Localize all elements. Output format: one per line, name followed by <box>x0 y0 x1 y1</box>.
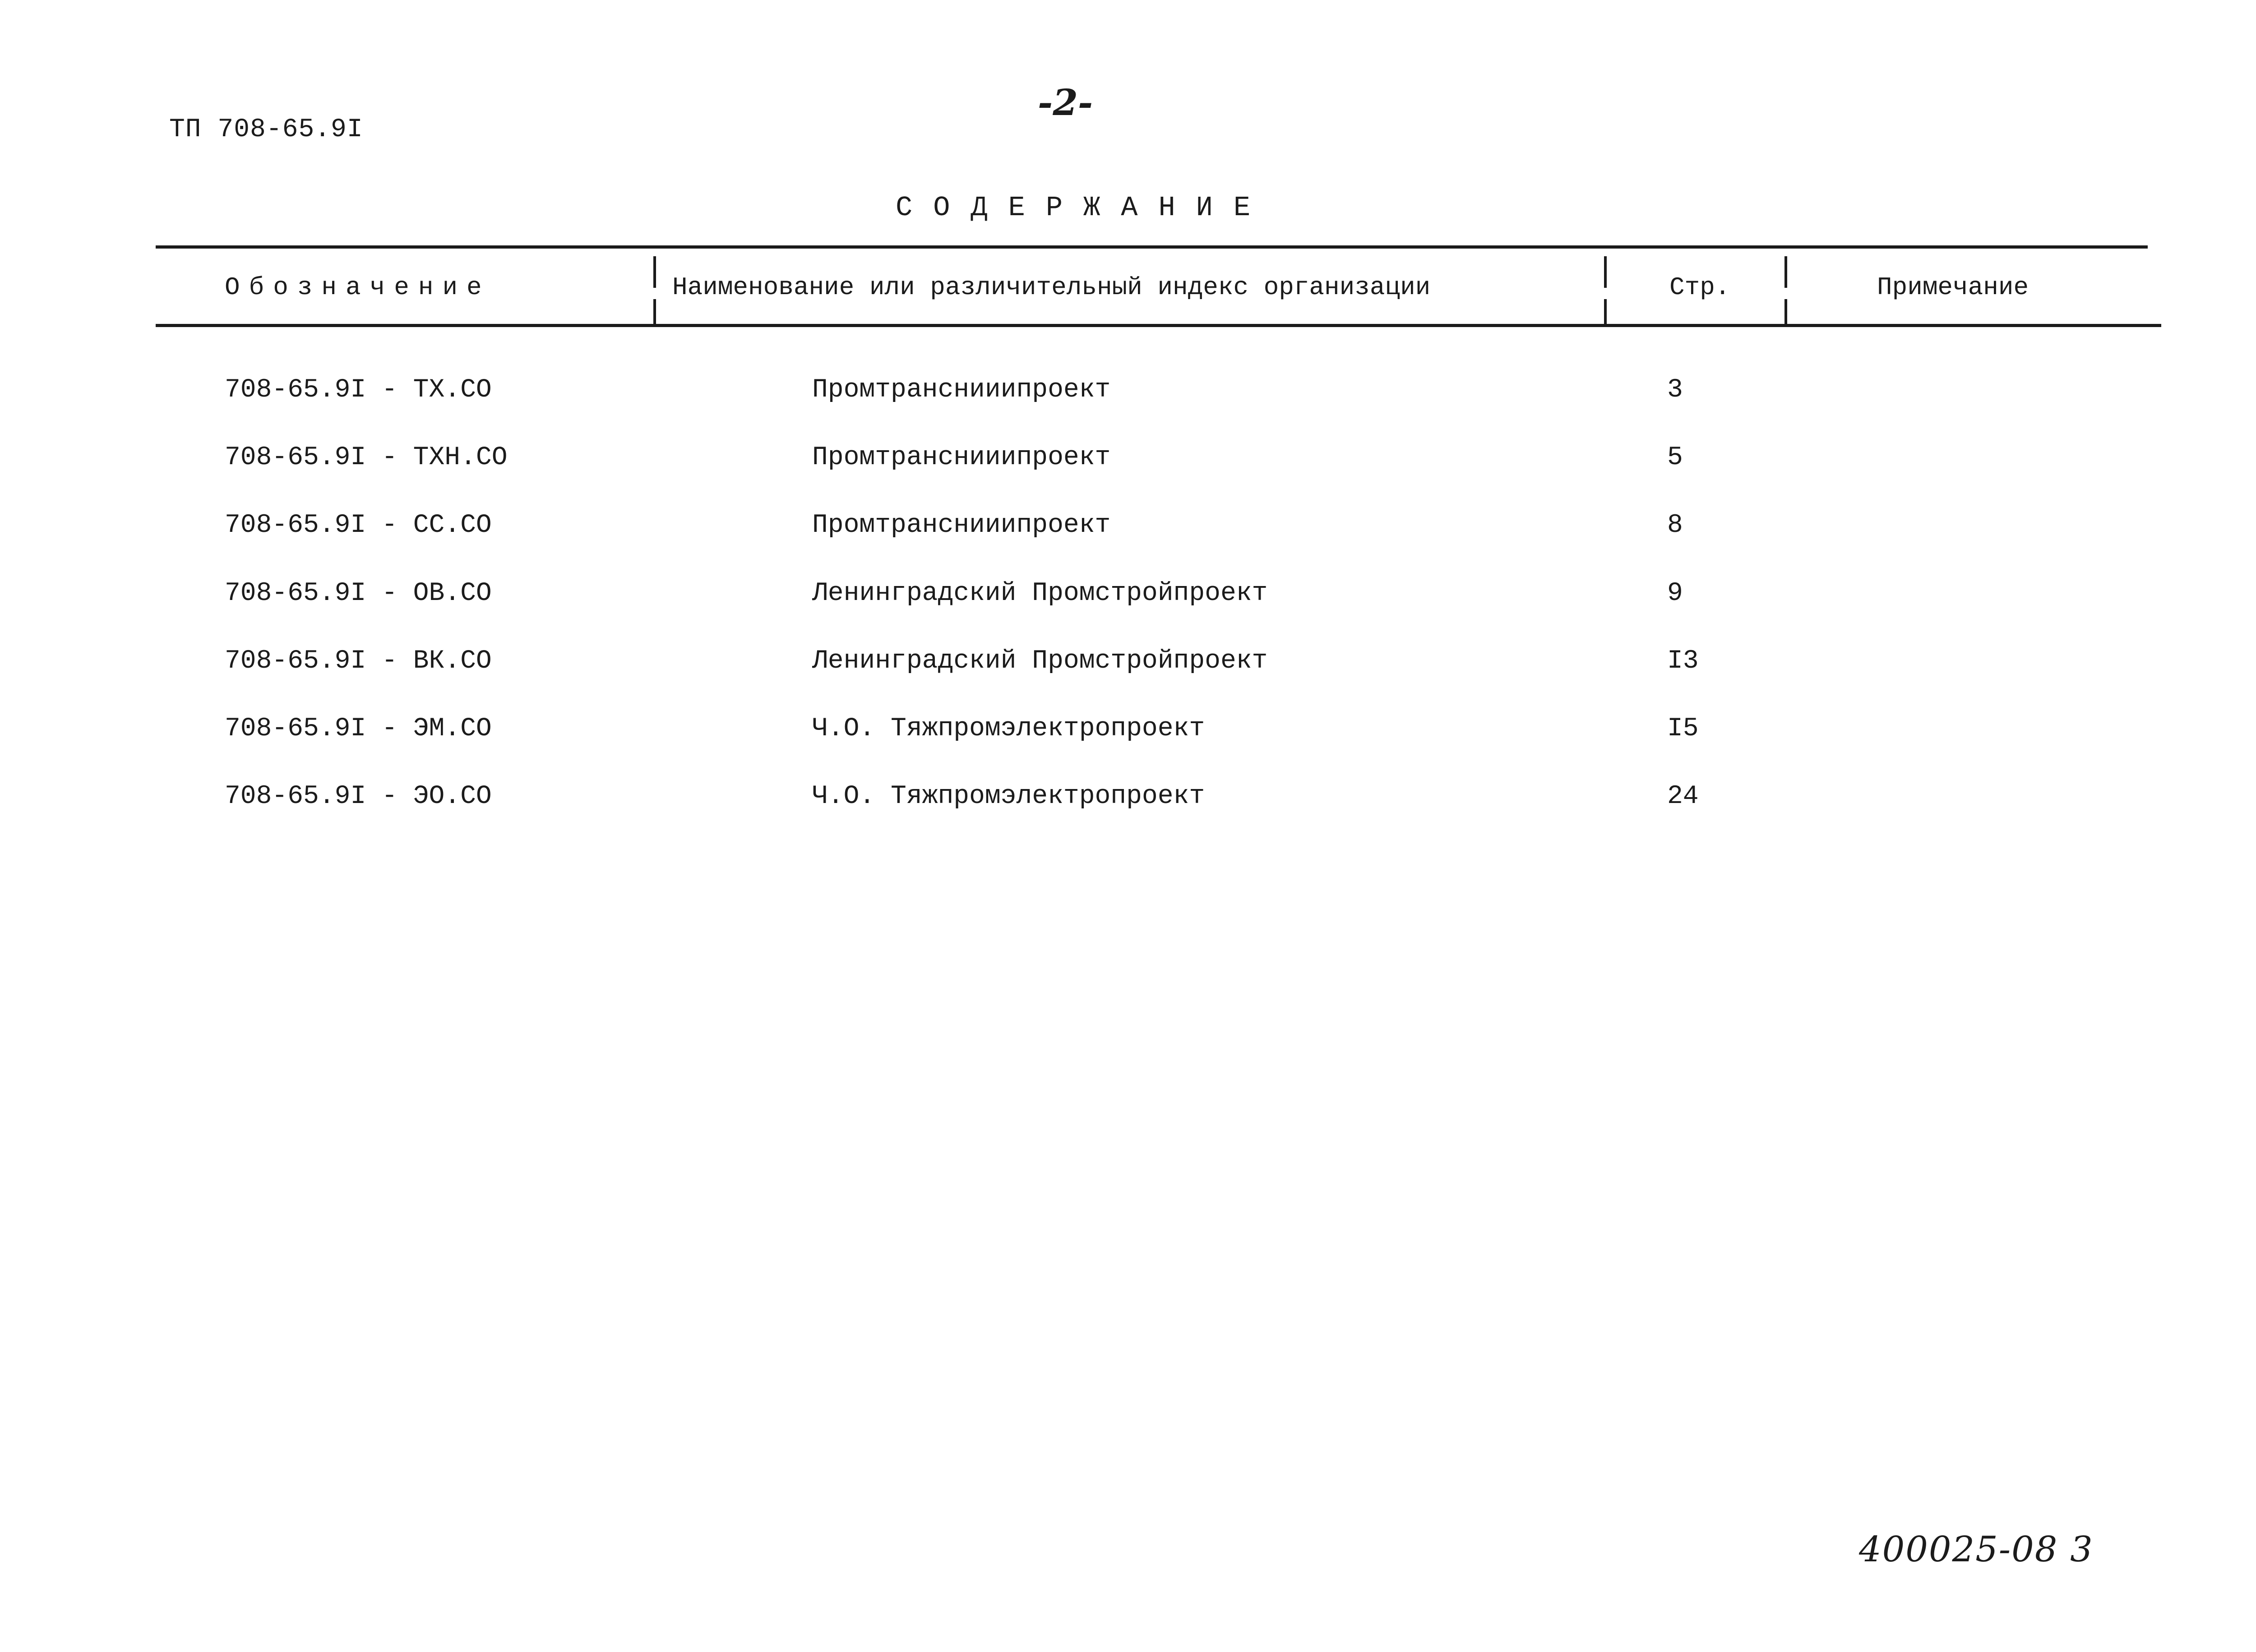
row-designation: 708-65.9I - ЭМ.СО <box>225 714 492 743</box>
row-page: I5 <box>1667 714 1699 743</box>
row-designation: 708-65.9I - ВК.СО <box>225 646 492 676</box>
row-organization: Ч.О. Тяжпромэлектропроект <box>812 782 1205 811</box>
row-page: 5 <box>1667 443 1683 472</box>
column-separator <box>1784 256 1787 324</box>
table-row <box>0 579 2256 637</box>
column-header-designation: Обозначение <box>225 273 491 302</box>
row-organization: Ленинградский Промстройпроект <box>812 579 1268 608</box>
row-page: 24 <box>1667 782 1699 811</box>
row-designation: 708-65.9I - СС.СО <box>225 511 492 540</box>
row-designation: 708-65.9I - ОВ.СО <box>225 579 492 608</box>
row-designation: 708-65.9I - ТХН.СО <box>225 443 508 472</box>
column-header-note: Примечание <box>1877 273 2029 302</box>
row-page: 9 <box>1667 579 1683 608</box>
column-separator <box>1604 256 1607 324</box>
table-row <box>0 782 2256 840</box>
table-header-rule <box>156 324 2161 327</box>
document-code: ТП 708-65.9I <box>169 115 363 144</box>
table-row <box>0 714 2256 773</box>
table-row <box>0 646 2256 705</box>
page-number-mark: -2- <box>1038 81 1093 124</box>
page-title: СОДЕРЖАНИЕ <box>896 192 1271 224</box>
table-row <box>0 443 2256 502</box>
column-separator <box>653 256 656 324</box>
row-designation: 708-65.9I - ЭО.СО <box>225 782 492 811</box>
table-top-rule <box>156 245 2148 249</box>
row-page: 8 <box>1667 511 1683 540</box>
column-header-page: Стр. <box>1669 273 1730 302</box>
row-designation: 708-65.9I - ТХ.СО <box>225 375 492 405</box>
row-organization: Ч.О. Тяжпромэлектропроект <box>812 714 1205 743</box>
row-organization: Промтранснииипроект <box>812 375 1111 405</box>
row-organization: Промтранснииипроект <box>812 443 1111 472</box>
column-header-name: Наименование или различительный индекс организации <box>672 273 1431 302</box>
row-page: 3 <box>1667 375 1683 405</box>
handwritten-archive-number: 400025-08 3 <box>1859 1529 2094 1570</box>
row-organization: Ленинградский Промстройпроект <box>812 646 1268 676</box>
table-row <box>0 375 2256 434</box>
table-row <box>0 511 2256 569</box>
row-page: I3 <box>1667 646 1699 676</box>
row-organization: Промтранснииипроект <box>812 511 1111 540</box>
